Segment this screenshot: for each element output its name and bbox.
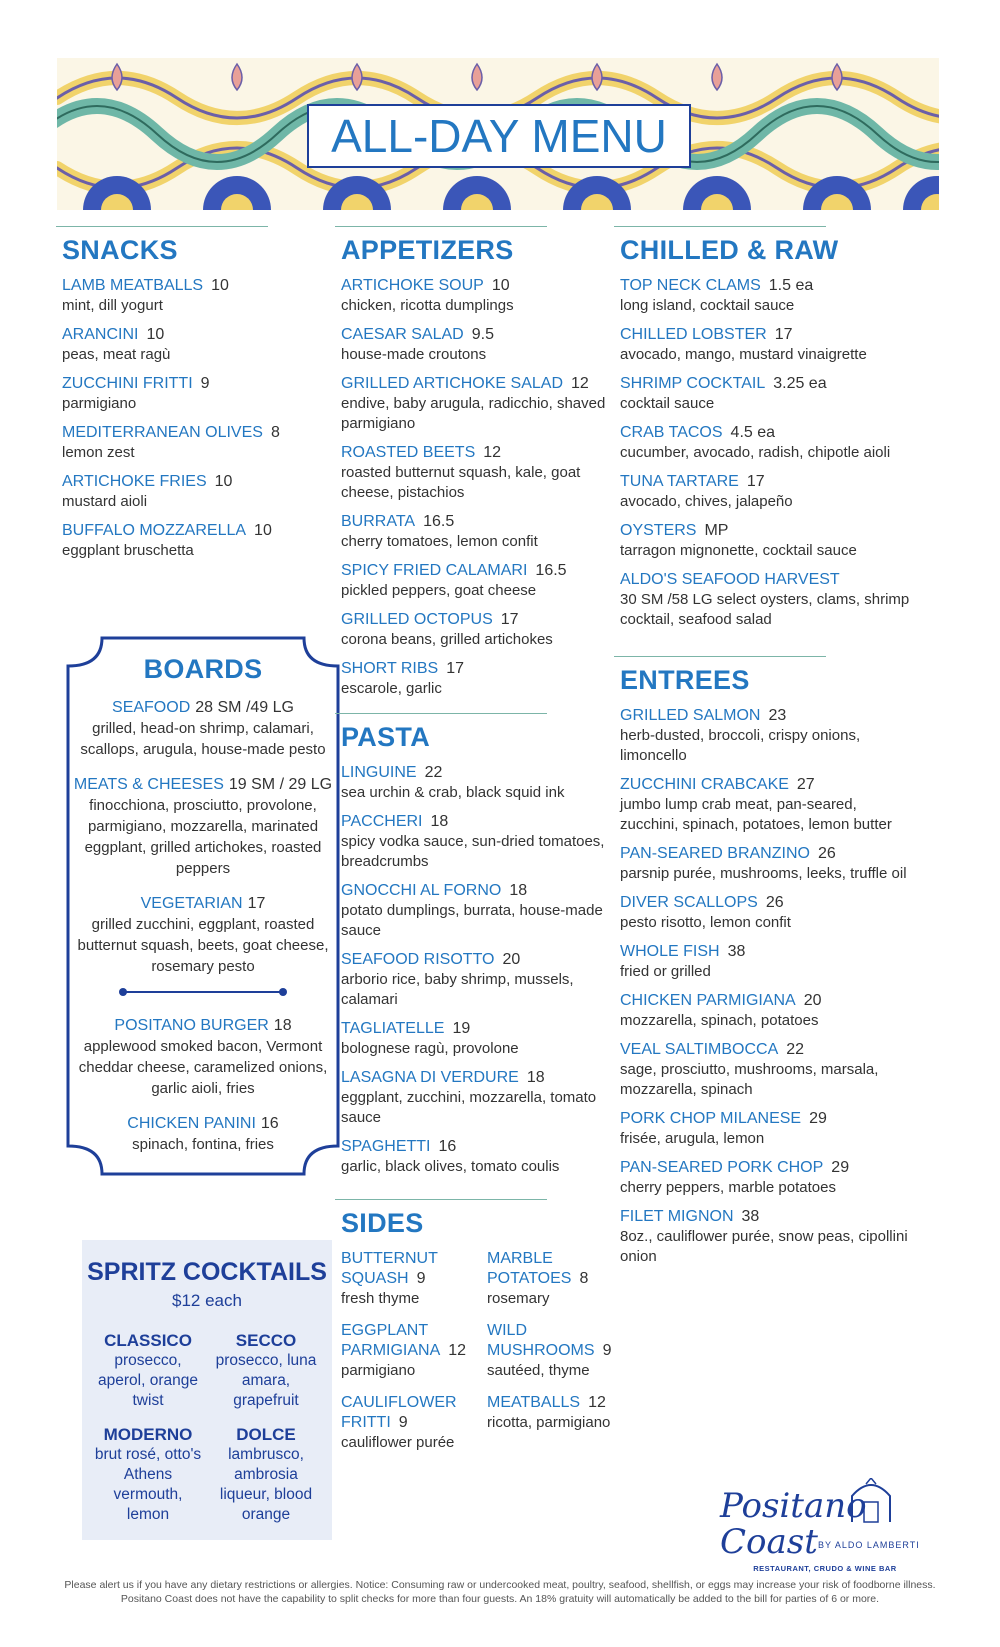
item-price: 18 <box>273 1017 292 1034</box>
item-name: PORK CHOP MILANESE <box>620 1110 802 1127</box>
item-name: MARBLE POTATOES <box>487 1250 572 1287</box>
item-heading <box>341 374 631 394</box>
cocktail-name: CLASSICO <box>104 1331 192 1350</box>
item-description: spinach, fontina, fries <box>132 1136 274 1153</box>
menu-item <box>620 276 910 316</box>
menu-item <box>341 812 631 872</box>
item-name: CRAB TACOS <box>620 424 723 441</box>
cocktail-description: brut rosé, otto's Athens vermouth, lemon <box>94 1446 202 1523</box>
section-title: SIDES <box>341 1208 424 1238</box>
item-heading <box>620 775 910 795</box>
item-heading <box>341 1249 483 1289</box>
item-description: jumbo lump crab meat, pan-seared, zucchini, spinach, potatoes, lemon butter <box>620 796 892 833</box>
item-name: ARTICHOKE FRIES <box>62 473 207 490</box>
item-description: finocchiona, prosciutto, provolone, parmigiano, mozzarella, marinated eggplant, grilled artichokes, roasted peppers <box>84 797 322 877</box>
item-name: ROASTED BEETS <box>341 444 476 461</box>
menu-item <box>341 374 631 434</box>
item-price: 16.5 <box>535 562 567 579</box>
menu-item <box>341 1019 631 1059</box>
item-name: CAULIFLOWER FRITTI <box>341 1394 457 1431</box>
item-heading <box>341 950 631 970</box>
menu-item <box>620 1158 910 1198</box>
item-price: 12 <box>571 375 589 392</box>
item-heading <box>62 472 312 492</box>
item-description: long island, cocktail sauce <box>620 297 795 314</box>
cocktail-name: DOLCE <box>236 1425 296 1444</box>
cocktail-name: MODERNO <box>103 1425 193 1444</box>
item-description: mustard aioli <box>62 493 148 510</box>
item-heading <box>341 512 631 532</box>
section-rule <box>614 226 826 227</box>
item-name: PAN-SEARED PORK CHOP <box>620 1159 824 1176</box>
menu-item <box>341 610 631 650</box>
menu-item <box>620 844 910 884</box>
menu-item <box>620 893 910 933</box>
menu-item <box>62 276 312 316</box>
section-rule <box>335 1199 547 1200</box>
item-heading <box>341 1321 483 1361</box>
chilled-raw-section <box>620 226 910 1276</box>
menu-item <box>341 881 631 941</box>
item-heading <box>341 325 631 345</box>
item-name: TAGLIATELLE <box>341 1020 445 1037</box>
item-description: applewood smoked bacon, Vermont cheddar cheese, caramelized onions, garlic aioli, fries <box>78 1038 328 1097</box>
cocktail-description: lambrusco, ambrosia liqueur, blood orange <box>219 1446 313 1523</box>
item-heading <box>62 423 312 443</box>
item-name: MEATS & CHEESES <box>73 776 224 793</box>
item-heading <box>341 1393 483 1433</box>
item-description: mozzarella, spinach, potatoes <box>620 1012 819 1029</box>
item-description: cherry tomatoes, lemon confit <box>341 533 538 550</box>
item-heading <box>341 763 631 783</box>
board-item <box>62 1113 344 1155</box>
item-heading <box>341 276 631 296</box>
menu-item <box>620 706 910 766</box>
menu-item <box>620 374 910 414</box>
item-description: chicken, ricotta dumplings <box>341 297 514 314</box>
cocktail-item <box>210 1331 322 1411</box>
item-name: LAMB MEATBALLS <box>62 277 204 294</box>
item-name: DIVER SCALLOPS <box>620 894 758 911</box>
section-title: SNACKS <box>62 235 178 265</box>
item-heading <box>341 1068 631 1088</box>
item-name: TOP NECK CLAMS <box>620 277 761 294</box>
cocktail-item <box>92 1425 204 1525</box>
entrees-list <box>620 706 910 1267</box>
item-heading <box>620 570 910 590</box>
item-description: fresh thyme <box>341 1290 420 1307</box>
section-title: SPRITZ COCKTAILS <box>87 1258 327 1286</box>
item-heading <box>620 423 910 443</box>
item-description: sage, prosciutto, mushrooms, marsala, mozzarella, spinach <box>620 1061 879 1098</box>
item-name: GRILLED OCTOPUS <box>341 611 493 628</box>
item-description: parsnip purée, mushrooms, leeks, truffle oil <box>620 865 907 882</box>
item-heading <box>620 1158 910 1178</box>
item-name: LASAGNA DI VERDURE <box>341 1069 519 1086</box>
item-price: 29 <box>831 1159 850 1176</box>
item-price: 9 <box>200 375 210 392</box>
section-rule <box>335 226 547 227</box>
menu-item <box>62 521 312 561</box>
item-description: cucumber, avocado, radish, chipotle aioli <box>620 444 891 461</box>
item-description: avocado, chives, jalapeño <box>620 493 793 510</box>
item-name: SEAFOOD RISOTTO <box>341 951 495 968</box>
item-price: 8 <box>579 1270 589 1287</box>
cocktail-item <box>92 1331 204 1411</box>
item-description: frisée, arugula, lemon <box>620 1130 765 1147</box>
item-description: parmigiano <box>62 395 137 412</box>
item-price: 20 <box>502 951 521 968</box>
item-name: GRILLED SALMON <box>620 707 761 724</box>
logo-by: BY ALDO LAMBERTI <box>818 1540 920 1550</box>
item-name: SHORT RIBS <box>341 660 439 677</box>
item-price: 18 <box>509 882 528 899</box>
section-rule <box>335 713 547 714</box>
menu-item <box>341 561 631 601</box>
item-name: VEAL SALTIMBOCCA <box>620 1041 779 1058</box>
item-price: 22 <box>786 1041 805 1058</box>
item-description: cherry peppers, marble potatoes <box>620 1179 836 1196</box>
menu-item <box>620 1207 910 1267</box>
item-description: spicy vodka sauce, sun-dried tomatoes, breadcrumbs <box>341 833 605 870</box>
menu-item <box>620 472 910 512</box>
side-item <box>341 1321 483 1381</box>
menu-item <box>341 276 631 316</box>
item-description: mint, dill yogurt <box>62 297 163 314</box>
boards-section <box>62 632 344 1180</box>
item-name: GRILLED ARTICHOKE SALAD <box>341 375 563 392</box>
menu-item <box>341 950 631 1010</box>
item-price: 20 <box>803 992 822 1009</box>
item-name: WILD MUSHROOMS <box>487 1322 595 1359</box>
item-price: 17 <box>446 660 465 677</box>
section-title: APPETIZERS <box>341 235 514 265</box>
item-price: 10 <box>211 277 229 294</box>
menu-item <box>341 1137 631 1177</box>
appetizers-list <box>341 276 631 699</box>
item-heading <box>62 276 312 296</box>
item-description: eggplant, zucchini, mozzarella, tomato sauce <box>341 1089 597 1126</box>
side-item <box>341 1393 483 1453</box>
board-item <box>62 1015 344 1099</box>
menu-item <box>620 1109 910 1149</box>
item-description: peas, meat ragù <box>62 346 171 363</box>
item-price: 10 <box>214 473 233 490</box>
item-price: 10 <box>146 326 165 343</box>
item-price: 3.25 ea <box>773 375 827 392</box>
section-title: CHILLED & RAW <box>620 235 839 265</box>
item-name: TUNA TARTARE <box>620 473 739 490</box>
item-heading <box>341 1137 631 1157</box>
item-description: bolognese ragù, provolone <box>341 1040 519 1057</box>
item-heading <box>620 374 910 394</box>
item-heading <box>620 991 910 1011</box>
item-name: BUTTERNUT SQUASH <box>341 1250 438 1287</box>
section-rule <box>614 656 826 657</box>
item-name: ZUCCHINI CRABCAKE <box>620 776 789 793</box>
item-price: 23 <box>768 707 787 724</box>
board-item-heading <box>62 893 344 914</box>
item-price: 19 <box>452 1020 471 1037</box>
menu-item <box>620 1040 910 1100</box>
menu-item <box>341 659 631 699</box>
item-description: sea urchin & crab, black squid ink <box>341 784 565 801</box>
item-price: 38 <box>727 943 746 960</box>
chilled-list <box>620 276 910 630</box>
item-heading <box>62 521 312 541</box>
board-item-heading <box>62 774 344 795</box>
item-price: 12 <box>483 444 502 461</box>
pasta-list <box>341 763 631 1177</box>
logo-line1: Positano <box>720 1486 867 1526</box>
cocktail-description: prosecco, luna amara, grapefruit <box>215 1352 317 1409</box>
item-heading <box>487 1393 629 1413</box>
item-description: endive, baby arugula, radicchio, shaved parmigiano <box>341 395 606 432</box>
item-heading <box>620 893 910 913</box>
menu-item <box>62 325 312 365</box>
item-price: 27 <box>796 776 815 793</box>
menu-item <box>620 570 910 630</box>
snacks-section <box>62 226 312 570</box>
item-description: pesto risotto, lemon confit <box>620 914 791 931</box>
item-price: 4.5 ea <box>730 424 776 441</box>
item-description: lemon zest <box>62 444 135 461</box>
item-name: SHRIMP COCKTAIL <box>620 375 766 392</box>
item-price: 16 <box>438 1138 457 1155</box>
item-price: 17 <box>247 895 266 912</box>
item-name: ALDO'S SEAFOOD HARVEST <box>620 571 840 588</box>
item-name: WHOLE FISH <box>620 943 720 960</box>
item-description: escarole, garlic <box>341 680 442 697</box>
item-heading <box>341 610 631 630</box>
side-item <box>487 1393 629 1453</box>
item-description: cauliflower purée <box>341 1434 455 1451</box>
menu-item <box>620 423 910 463</box>
item-heading <box>487 1249 629 1289</box>
item-description: corona beans, grilled artichokes <box>341 631 553 648</box>
item-price: 28 SM /49 LG <box>195 699 294 716</box>
item-price: 12 <box>448 1342 467 1359</box>
cocktail-description: prosecco, aperol, orange twist <box>98 1352 198 1409</box>
menu-item <box>62 374 312 414</box>
logo-line2: Coast <box>720 1522 818 1562</box>
item-description: 8oz., cauliflower purée, snow peas, cipollini onion <box>620 1228 908 1265</box>
item-heading <box>620 844 910 864</box>
item-price: 1.5 ea <box>768 277 814 294</box>
item-description: pickled peppers, goat cheese <box>341 582 537 599</box>
menu-item <box>620 325 910 365</box>
menu-item <box>341 512 631 552</box>
item-heading <box>620 472 910 492</box>
boards-extras-list <box>62 1015 344 1155</box>
item-heading <box>341 443 631 463</box>
menu-title-box <box>307 104 691 168</box>
boards-divider <box>123 991 283 993</box>
sides-list <box>341 1249 631 1465</box>
item-description: fried or grilled <box>620 963 711 980</box>
section-title: BOARDS <box>143 654 263 684</box>
item-price: 19 SM / 29 LG <box>228 776 333 793</box>
item-heading <box>341 1019 631 1039</box>
item-name: PACCHERI <box>341 813 423 830</box>
item-heading <box>62 325 312 345</box>
side-item <box>487 1321 629 1381</box>
item-description: grilled zucchini, eggplant, roasted butternut squash, beets, goat cheese, rosemary pesto <box>77 916 329 975</box>
section-title: PASTA <box>341 722 430 752</box>
item-price: 38 <box>741 1208 760 1225</box>
board-item-heading <box>62 1015 344 1036</box>
item-name: ARANCINI <box>62 326 139 343</box>
logo-tagline: RESTAURANT, CRUDO & WINE BAR <box>753 1564 897 1573</box>
item-description: potato dumplings, burrata, house-made sauce <box>341 902 603 939</box>
item-name: SPICY FRIED CALAMARI <box>341 562 528 579</box>
item-description: roasted butternut squash, kale, goat cheese, pistachios <box>341 464 581 501</box>
item-description: rosemary <box>487 1290 550 1307</box>
item-name: SEAFOOD <box>112 699 191 716</box>
item-price: 9 <box>602 1342 612 1359</box>
item-name: ARTICHOKE SOUP <box>341 277 484 294</box>
side-item <box>341 1249 483 1309</box>
menu-item <box>341 443 631 503</box>
item-name: CHICKEN PARMIGIANA <box>620 992 796 1009</box>
item-description: garlic, black olives, tomato coulis <box>341 1158 560 1175</box>
appetizers-section <box>341 226 631 1465</box>
item-name: OYSTERS <box>620 522 697 539</box>
item-name: SPAGHETTI <box>341 1138 431 1155</box>
item-price: 16 <box>260 1115 279 1132</box>
item-description: arborio rice, baby shrimp, mussels, calamari <box>341 971 574 1008</box>
board-item-heading <box>62 697 344 718</box>
item-heading <box>620 706 910 726</box>
menu-item <box>62 472 312 512</box>
item-price: 9.5 <box>471 326 494 343</box>
item-description: cocktail sauce <box>620 395 715 412</box>
cocktail-list <box>92 1331 322 1525</box>
cocktail-name: SECCO <box>235 1331 297 1350</box>
menu-item <box>341 325 631 365</box>
menu-item <box>341 1068 631 1128</box>
side-item <box>487 1249 629 1309</box>
board-item <box>62 774 344 879</box>
item-heading <box>620 325 910 345</box>
item-price: 26 <box>817 845 836 862</box>
item-description: parmigiano <box>341 1362 416 1379</box>
item-heading <box>341 561 631 581</box>
item-heading <box>620 942 910 962</box>
item-price: 22 <box>424 764 443 781</box>
section-rule <box>56 226 268 227</box>
item-price: 17 <box>500 611 519 628</box>
menu-item <box>620 991 910 1031</box>
item-price: 10 <box>491 277 510 294</box>
item-price: 18 <box>526 1069 545 1086</box>
item-price: MP <box>704 522 729 539</box>
board-item-heading <box>62 1113 344 1134</box>
item-name: PAN-SEARED BRANZINO <box>620 845 810 862</box>
item-heading <box>620 1109 910 1129</box>
item-name: MEATBALLS <box>487 1394 581 1411</box>
item-price: 16.5 <box>423 513 455 530</box>
item-name: POSITANO BURGER <box>114 1017 269 1034</box>
item-heading <box>620 1207 910 1227</box>
item-name: GNOCCHI AL FORNO <box>341 882 502 899</box>
item-heading <box>620 1040 910 1060</box>
snacks-list <box>62 276 312 561</box>
item-heading <box>341 881 631 901</box>
item-name: BUFFALO MOZZARELLA <box>62 522 247 539</box>
item-price: 29 <box>809 1110 827 1127</box>
item-description: house-made croutons <box>341 346 487 363</box>
menu-item <box>62 423 312 463</box>
menu-item <box>341 763 631 803</box>
item-description: sautéed, thyme <box>487 1362 590 1379</box>
item-description: ricotta, parmigiano <box>487 1414 611 1431</box>
item-price: 12 <box>588 1394 606 1411</box>
item-name: BURRATA <box>341 513 416 530</box>
item-price: 26 <box>765 894 784 911</box>
item-name: FILET MIGNON <box>620 1208 734 1225</box>
item-heading <box>341 812 631 832</box>
item-description: tarragon mignonette, cocktail sauce <box>620 542 857 559</box>
item-name: CAESAR SALAD <box>341 326 464 343</box>
item-price: 18 <box>430 813 449 830</box>
item-description: herb-dusted, broccoli, crispy onions, limoncello <box>620 727 861 764</box>
item-description: grilled, head-on shrimp, calamari, scallops, arugula, house-made pesto <box>80 720 326 758</box>
board-item <box>62 697 344 760</box>
item-name: CHILLED LOBSTER <box>620 326 767 343</box>
item-name: LINGUINE <box>341 764 417 781</box>
item-name: VEGETARIAN <box>140 895 243 912</box>
cocktail-item <box>210 1425 322 1525</box>
item-price: 9 <box>416 1270 426 1287</box>
item-description: eggplant bruschetta <box>62 542 194 559</box>
spritz-price: $12 each <box>172 1291 242 1310</box>
page-title: ALL-DAY MENU <box>331 110 667 162</box>
item-price: 9 <box>398 1414 408 1431</box>
item-name: MEDITERRANEAN OLIVES <box>62 424 263 441</box>
item-heading <box>487 1321 629 1361</box>
item-price: 17 <box>746 473 765 490</box>
item-description: avocado, mango, mustard vinaigrette <box>620 346 867 363</box>
item-heading <box>620 276 910 296</box>
item-heading <box>341 659 631 679</box>
menu-item <box>620 775 910 835</box>
item-name: ZUCCHINI FRITTI <box>62 375 193 392</box>
item-price: 17 <box>774 326 793 343</box>
board-item <box>62 893 344 977</box>
item-description: 30 SM /58 LG select oysters, clams, shrimp cocktail, seafood salad <box>620 591 910 628</box>
item-name: CHICKEN PANINI <box>127 1115 256 1132</box>
footer-notice: Please alert us if you have any dietary restrictions or allergies. Notice: Consuming raw or undercooked meat, poultry, seafood, shellfish, or eggs may increase your risk of foodborne illness. Positano Coast does not have the capability to split checks for more than four guests. An 18% gratuity will automatically be added to the bill for parties of 6 or more. <box>64 1579 936 1605</box>
boards-list <box>62 697 344 977</box>
item-heading <box>620 521 910 541</box>
section-title: ENTREES <box>620 665 750 695</box>
menu-item <box>620 942 910 982</box>
item-price: 10 <box>254 522 272 539</box>
item-price: 8 <box>270 424 280 441</box>
positano-coast-logo <box>720 1478 930 1574</box>
item-name: EGGPLANT PARMIGIANA <box>341 1322 441 1359</box>
spritz-cocktails-box <box>82 1240 332 1540</box>
item-heading <box>62 374 312 394</box>
menu-item <box>620 521 910 561</box>
